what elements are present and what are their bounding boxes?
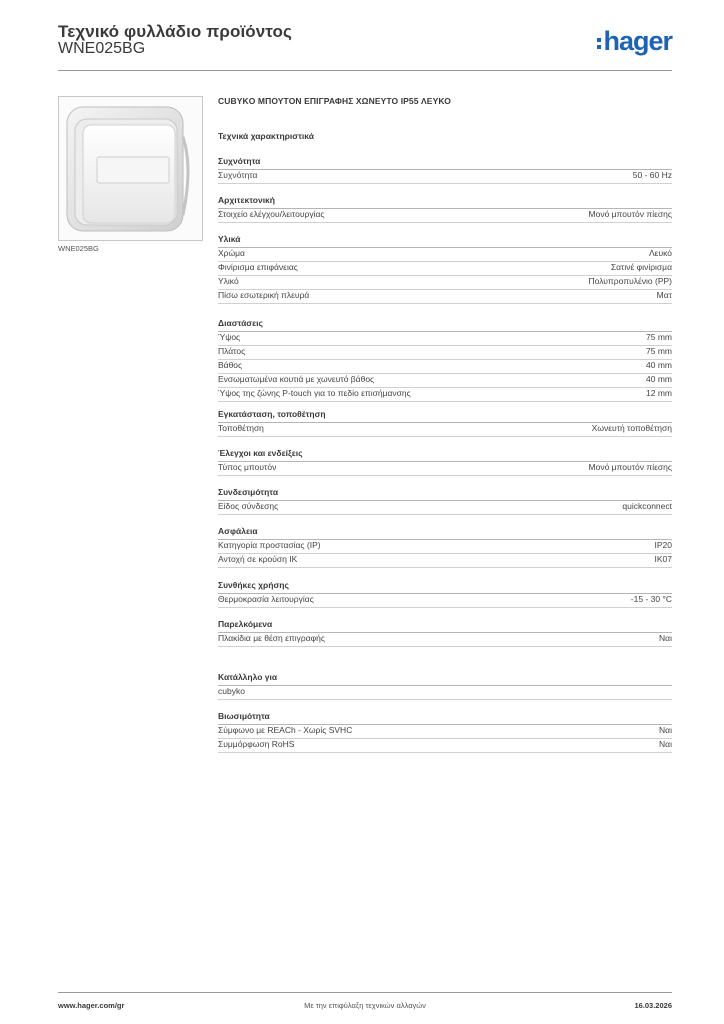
page-header	[58, 20, 672, 71]
spec-value: Ναι	[659, 633, 672, 643]
section-heading: Ασφάλεια	[218, 526, 672, 540]
spec-row	[218, 633, 672, 647]
spec-label: cubyko	[218, 686, 245, 696]
spec-label: Πίσω εσωτερική πλευρά	[218, 290, 310, 300]
spec-value: 75 mm	[646, 346, 672, 356]
spec-row	[218, 725, 672, 739]
product-code: WNE025BG	[58, 40, 146, 57]
tech-specs-title: Τεχνικά χαρακτηριστικά	[218, 131, 314, 141]
spec-value: 50 - 60 Hz	[632, 170, 672, 180]
spec-value: 40 mm	[646, 374, 672, 384]
spec-label: Πλάτος	[218, 346, 246, 356]
spec-row	[218, 248, 672, 262]
spec-value: 75 mm	[646, 332, 672, 342]
spec-label: Υλικό	[218, 276, 239, 286]
section-heading: Υλικά	[218, 234, 672, 248]
logo-dots-icon	[597, 38, 601, 49]
spec-value: Μονό μπουτόν πίεσης	[588, 209, 672, 219]
spec-value: Σατινέ φινίρισμα	[610, 262, 672, 272]
spec-label: Συχνότητα	[218, 170, 258, 180]
spec-row	[218, 332, 672, 346]
spec-value: Χωνευτή τοποθέτηση	[591, 423, 672, 433]
spec-label: Αντοχή σε κρούση IK	[218, 554, 298, 564]
section-heading: Παρελκόμενα	[218, 619, 672, 633]
spec-value: IK07	[654, 554, 672, 564]
section-heading: Βιωσιμότητα	[218, 711, 672, 725]
spec-row	[218, 374, 672, 388]
spec-label: Τύπος μπουτόν	[218, 462, 277, 472]
spec-value: 40 mm	[646, 360, 672, 370]
spec-value: -15 - 30 °C	[630, 594, 672, 604]
footer-note: Με την επιφύλαξη τεχνικών αλλαγών	[304, 1001, 426, 1010]
section-heading: Συνθήκες χρήσης	[218, 580, 672, 594]
page-footer	[58, 992, 672, 1017]
product-image	[58, 96, 203, 241]
spec-value: Ναι	[659, 725, 672, 735]
spec-row	[218, 360, 672, 374]
spec-label: Φινίρισμα επιφάνειας	[218, 262, 298, 272]
spec-row	[218, 540, 672, 554]
spec-label: Είδος σύνδεσης	[218, 501, 279, 511]
spec-value: Πολυπροπυλένιο (PP)	[588, 276, 672, 286]
spec-value: Μονό μπουτόν πίεσης	[588, 462, 672, 472]
product-title: CUBYKO ΜΠΟΥΤΟΝ ΕΠΙΓΡΑΦΗΣ ΧΩΝΕΥΤΟ IP55 ΛΕΥΚΟ	[218, 96, 451, 106]
spec-label: Ενσωματωμένα κουτιά με χωνευτό βάθος	[218, 374, 375, 384]
spec-label: Στοιχείο ελέγχου/λειτουργίας	[218, 209, 325, 219]
spec-value: quickconnect	[622, 501, 672, 511]
section-heading: Αρχιτεκτονική	[218, 195, 672, 209]
footer-date: 16.03.2026	[634, 1001, 672, 1010]
spec-row	[218, 388, 672, 402]
spec-label: Θερμοκρασία λειτουργίας	[218, 594, 314, 604]
image-caption: WNE025BG	[58, 244, 99, 253]
spec-label: Τοποθέτηση	[218, 423, 264, 433]
spec-row	[218, 346, 672, 360]
spec-row	[218, 423, 672, 437]
spec-label: Βάθος	[218, 360, 243, 370]
section-heading: Συχνότητα	[218, 156, 672, 170]
spec-row	[218, 209, 672, 223]
spec-value: Ματ	[656, 290, 672, 300]
spec-label: Σύμφωνο με REACh - Χωρίς SVHC	[218, 725, 353, 735]
spec-row	[218, 276, 672, 290]
push-button-illustration	[59, 97, 202, 240]
spec-value: 12 mm	[646, 388, 672, 398]
spec-row	[218, 594, 672, 608]
spec-label: Κατηγορία προστασίας (IP)	[218, 540, 321, 550]
spec-row	[218, 686, 672, 700]
spec-row	[218, 170, 672, 184]
spec-label: Χρώμα	[218, 248, 245, 258]
document-title: Τεχνικό φυλλάδιο προϊόντος	[58, 22, 292, 41]
spec-row	[218, 554, 672, 568]
spec-value: IP20	[654, 540, 672, 550]
spec-row	[218, 462, 672, 476]
spec-row	[218, 290, 672, 304]
spec-value: Ναι	[659, 739, 672, 749]
spec-label: Ύψος	[218, 332, 241, 342]
spec-row	[218, 501, 672, 515]
section-heading: Διαστάσεις	[218, 318, 672, 332]
spec-label: Πλακίδια με θέση επιγραφής	[218, 633, 325, 643]
spec-row	[218, 739, 672, 753]
section-heading: Έλεγχοι και ενδείξεις	[218, 448, 672, 462]
section-heading: Συνδεσιμότητα	[218, 487, 672, 501]
spec-row	[218, 262, 672, 276]
spec-label: Ύψος της ζώνης P-touch για το πεδίο επισήμανσης	[218, 388, 411, 398]
section-heading: Εγκατάσταση, τοποθέτηση	[218, 409, 672, 423]
footer-website[interactable]: www.hager.com/gr	[58, 1001, 125, 1010]
hager-logo	[597, 26, 672, 56]
spec-label: Συμμόρφωση RoHS	[218, 739, 295, 749]
logo-text: hager	[603, 25, 672, 56]
section-heading: Κατάλληλο για	[218, 672, 672, 686]
spec-value: Λευκό	[649, 248, 672, 258]
